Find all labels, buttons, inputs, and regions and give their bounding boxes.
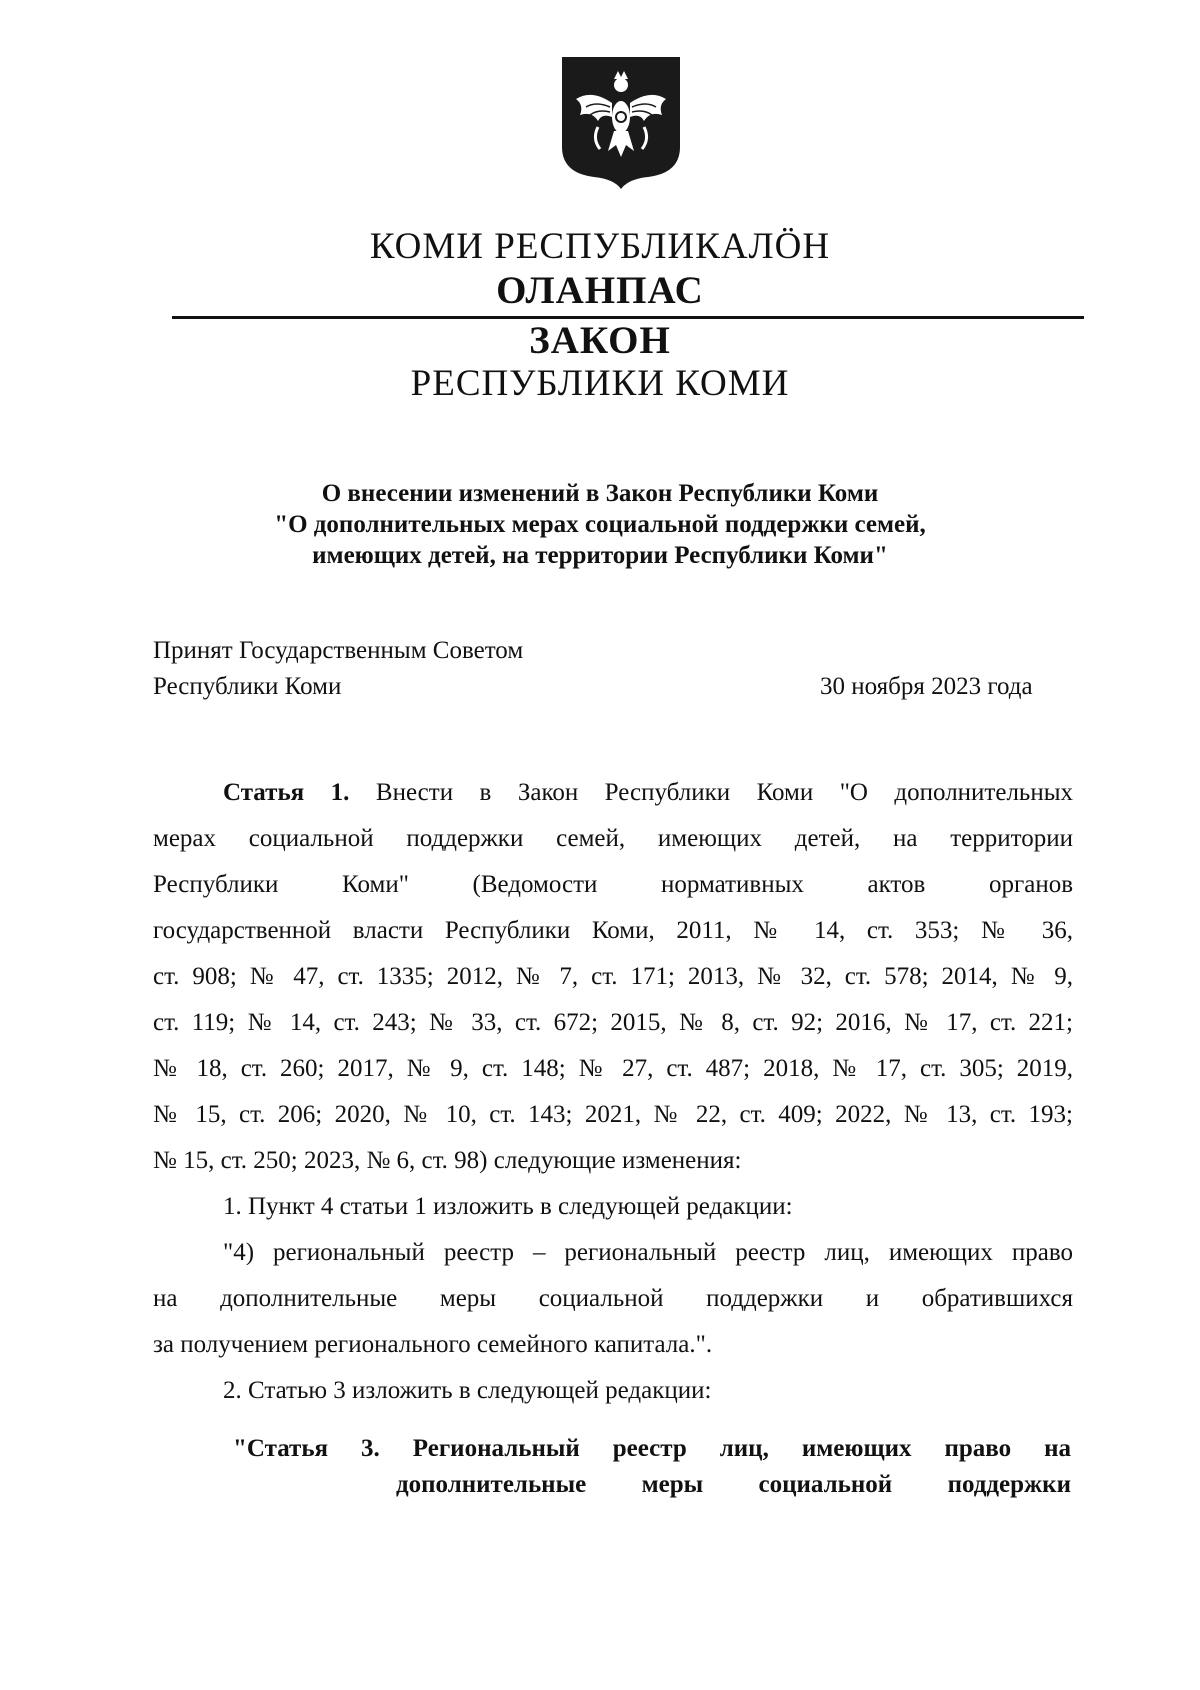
article-1-label: Статья 1. [223,779,350,806]
quoted-text-line: "4) региональный реестр – региональный реестр лиц, имеющих право [223,1239,1073,1266]
article-1-line: № 15, ст. 250; 2023, № 6, ст. 98) следующие изменения: [153,1147,742,1174]
law-title-line: О внесении изменений в Закон Республики Коми [321,480,879,507]
adoption-statement [153,633,523,705]
law-title [160,478,1040,571]
header-olanpas: ОЛАНПАС [496,269,704,312]
header-komi-republic: КОМИ РЕСПУБЛИКАЛÖН [369,226,831,267]
adoption-line: Республики Коми [153,673,342,700]
article-3-heading-line: дополнительные меры социальной поддержки [396,1471,1071,1498]
article-3-heading [233,1431,1071,1503]
article-1-line: № 18, ст. 260; 2017, № 9, ст. 148; № 27, ст. 487; 2018, № 17, ст. 305; 2019, [153,1055,1073,1082]
adoption-date: 30 ноября 2023 года [820,673,1033,700]
article-1-line: мерах социальной поддержки семей, имеющих детей, на территории [153,825,1073,852]
article-1-line: Республики Коми" (Ведомости нормативных актов органов [153,871,1073,898]
amendment-item-2: 2. Статью 3 изложить в следующей редакции: [223,1377,712,1404]
adoption-line: Принят Государственным Советом [153,637,524,664]
komi-coat-of-arms-icon [558,55,684,191]
amendment-item-1: 1. Пункт 4 статьи 1 изложить в следующей редакции: [223,1193,793,1220]
header-republic-komi: РЕСПУБЛИКИ КОМИ [410,363,790,404]
quoted-text-line: на дополнительные меры социальной поддержки и обратившихся [153,1285,1073,1312]
article-1-line: государственной власти Республики Коми, 2011, № 14, ст. 353; № 36, [153,917,1073,944]
article-1-text: Внести в Закон Республики Коми "О дополнительных [375,779,1073,806]
law-title-line: имеющих детей, на территории Республики Коми" [312,542,888,569]
header-zakon: ЗАКОН [529,319,671,362]
article-1-line: ст. 119; № 14, ст. 243; № 33, ст. 672; 2015, № 8, ст. 92; 2016, № 17, ст. 221; [153,1009,1073,1036]
quoted-text-line: за получением регионального семейного капитала.". [153,1331,713,1358]
article-1 [153,770,1073,1414]
article-1-line: ст. 908; № 47, ст. 1335; 2012, № 7, ст. 171; 2013, № 32, ст. 578; 2014, № 9, [153,963,1073,990]
article-3-heading-line: "Статья 3. Региональный реестр лиц, имеющих право на [233,1435,1071,1462]
law-title-line: "О дополнительных мерах социальной поддержки семей, [274,511,926,538]
article-1-line: № 15, ст. 206; 2020, № 10, ст. 143; 2021, № 22, ст. 409; 2022, № 13, ст. 193; [153,1101,1073,1128]
article-1-first-line [153,770,1073,816]
